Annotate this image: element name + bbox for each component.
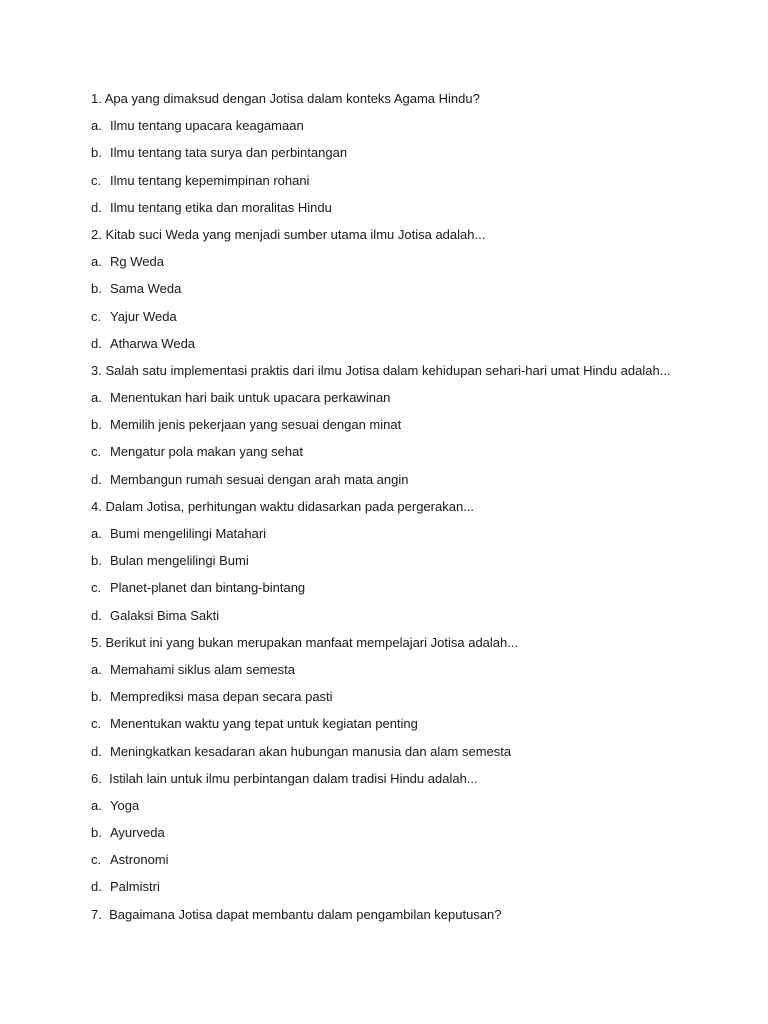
option-letter: d. <box>91 471 102 487</box>
option-5-d <box>91 740 731 767</box>
option-letter: c. <box>91 852 102 868</box>
option-text: Planet-planet dan bintang-bintang <box>110 580 306 596</box>
option-6-b <box>91 821 731 848</box>
option-text: Palmistri <box>110 879 160 895</box>
option-text: Meningkatkan kesadaran akan hubungan manusia dan alam semesta <box>110 743 512 759</box>
question-5 <box>91 631 731 658</box>
option-text: Ilmu tentang tata surya dan perbintangan <box>110 145 348 161</box>
question-text: Bagaimana Jotisa dapat membantu dalam pengambilan keputusan? <box>105 906 502 922</box>
option-1-b <box>91 141 731 168</box>
option-text: Membangun rumah sesuai dengan arah mata angin <box>110 471 409 487</box>
option-3-c <box>91 440 731 467</box>
option-text: Menentukan waktu yang tepat untuk kegiatan penting <box>110 716 418 732</box>
option-4-d <box>91 604 731 631</box>
option-text: Bumi mengelilingi Matahari <box>110 526 267 541</box>
option-letter: a. <box>91 390 102 406</box>
option-letter: c. <box>91 308 102 324</box>
option-text: Ilmu tentang upacara keagamaan <box>110 118 304 134</box>
option-text: Rg Weda <box>110 254 164 270</box>
option-letter: d. <box>91 607 102 623</box>
option-2-b <box>91 277 731 304</box>
option-text: Memahami siklus alam semesta <box>110 661 295 677</box>
question-number: 6. <box>91 770 102 786</box>
option-letter: b. <box>91 689 102 705</box>
option-letter: d. <box>91 879 102 895</box>
option-letter: d. <box>91 743 102 759</box>
question-3 <box>91 359 731 386</box>
option-4-a <box>91 522 731 549</box>
option-letter: a. <box>91 797 102 813</box>
option-letter: d. <box>91 199 102 215</box>
option-4-c <box>91 576 731 603</box>
question-number: 3. <box>91 362 102 378</box>
option-letter: c. <box>91 444 102 460</box>
option-3-d <box>91 468 731 495</box>
option-text: Sama Weda <box>110 281 182 297</box>
option-letter: a. <box>91 526 102 541</box>
option-4-b <box>91 549 731 576</box>
option-2-a <box>91 250 731 277</box>
option-text: Memilih jenis pekerjaan yang sesuai dengan minat <box>110 417 402 433</box>
option-text: Yajur Weda <box>110 308 177 324</box>
option-letter: b. <box>91 553 102 569</box>
option-letter: b. <box>91 145 102 161</box>
option-2-d <box>91 332 731 359</box>
option-1-d <box>91 196 731 223</box>
option-text: Mengatur pola makan yang sehat <box>110 444 303 460</box>
option-5-b <box>91 685 731 712</box>
question-4 <box>91 495 731 522</box>
question-text: Salah satu implementasi praktis dari ilmu Jotisa dalam kehidupan sehari-hari umat Hindu adalah... <box>105 362 671 378</box>
option-6-c <box>91 848 731 875</box>
question-list <box>91 87 731 930</box>
question-text: Dalam Jotisa, perhitungan waktu didasarkan pada pergerakan... <box>105 498 475 514</box>
option-letter: b. <box>91 825 102 841</box>
option-6-d <box>91 875 731 902</box>
option-letter: c. <box>91 716 102 732</box>
option-text: Astronomi <box>110 852 169 868</box>
option-3-b <box>91 413 731 440</box>
option-3-a <box>91 386 731 413</box>
question-text: Kitab suci Weda yang menjadi sumber utama ilmu Jotisa adalah... <box>105 226 486 242</box>
option-letter: a. <box>91 118 102 134</box>
option-1-c <box>91 169 731 196</box>
option-5-c <box>91 712 731 739</box>
question-6 <box>91 767 731 794</box>
option-letter: c. <box>91 580 102 596</box>
option-letter: b. <box>91 281 102 297</box>
option-6-a <box>91 794 731 821</box>
question-number: 2. <box>91 226 102 242</box>
option-letter: b. <box>91 417 102 433</box>
option-letter: c. <box>91 172 102 188</box>
option-1-a <box>91 114 731 141</box>
option-text: Yoga <box>110 797 140 813</box>
option-text: Menentukan hari baik untuk upacara perkawinan <box>110 390 391 406</box>
option-text: Galaksi Bima Sakti <box>110 607 220 623</box>
option-text: Ilmu tentang etika dan moralitas Hindu <box>110 199 332 215</box>
question-number: 5. <box>91 634 102 650</box>
question-number: 1. <box>91 91 102 106</box>
option-text: Memprediksi masa depan secara pasti <box>110 689 333 705</box>
option-text: Ilmu tentang kepemimpinan rohani <box>110 172 310 188</box>
option-5-a <box>91 658 731 685</box>
question-number: 7. <box>91 906 102 922</box>
question-text: Istilah lain untuk ilmu perbintangan dalam tradisi Hindu adalah... <box>105 770 478 786</box>
question-7 <box>91 903 731 930</box>
question-2 <box>91 223 731 250</box>
question-number: 4. <box>91 498 102 514</box>
option-letter: a. <box>91 661 102 677</box>
option-letter: d. <box>91 335 102 351</box>
question-text: Berikut ini yang bukan merupakan manfaat mempelajari Jotisa adalah... <box>105 634 519 650</box>
option-text: Ayurveda <box>110 825 165 841</box>
question-text: Apa yang dimaksud dengan Jotisa dalam konteks Agama Hindu? <box>104 91 480 106</box>
option-letter: a. <box>91 254 102 270</box>
option-text: Atharwa Weda <box>110 335 196 351</box>
option-text: Bulan mengelilingi Bumi <box>110 553 249 569</box>
option-2-c <box>91 305 731 332</box>
question-1 <box>91 87 731 114</box>
